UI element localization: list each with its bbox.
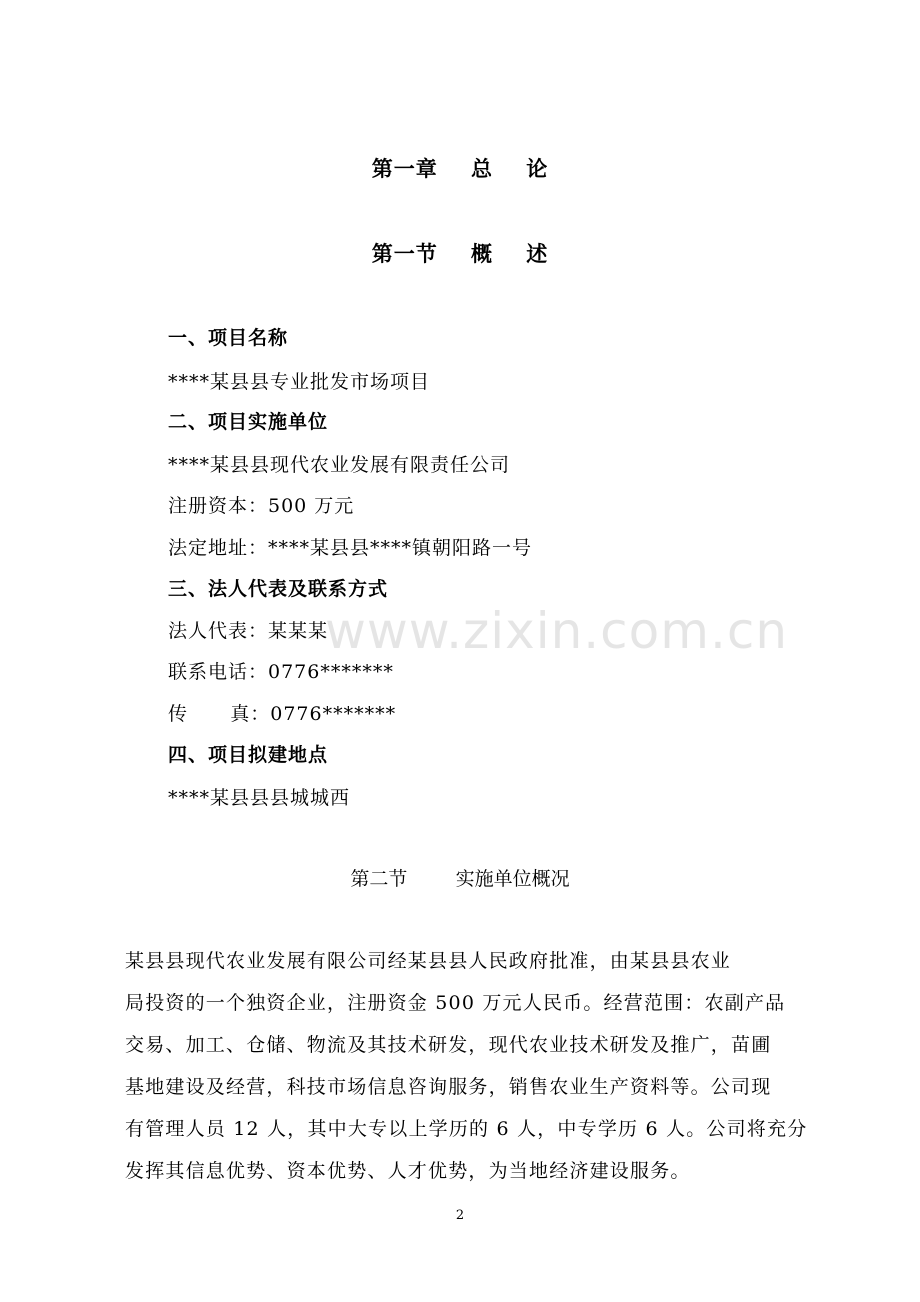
paragraph-line: 某县县现代农业发展有限公司经某县县人民政府批准，由某县县农业 xyxy=(125,950,732,972)
implementing-unit-value: ****某县县现代农业发展有限责任公司 xyxy=(168,454,511,476)
heading-implementing-unit: 二、项目实施单位 xyxy=(168,411,329,433)
project-name-value: ****某县县专业批发市场项目 xyxy=(168,371,431,393)
project-location-value: ****某县县县城城西 xyxy=(168,787,351,809)
registered-capital: 注册资本：500 万元 xyxy=(168,495,355,517)
paragraph-line: 发挥其信息优势、资本优势、人才优势，为当地经济建设服务。 xyxy=(125,1160,691,1182)
section-title-overview: 第一节 概 述 xyxy=(371,241,549,266)
legal-representative: 法人代表：某某某 xyxy=(168,620,329,642)
paragraph-line: 有管理人员 12 人，其中大专以上学历的 6 人，中专学历 6 人。公司将充分 xyxy=(125,1118,808,1140)
fax: 传 真：0776******* xyxy=(168,703,397,725)
paragraph-line: 交易、加工、仓储、物流及其技术研发，现代农业技术研发及推广，苗圃 xyxy=(125,1034,772,1056)
section-title-unit-overview: 第二节 实施单位概况 xyxy=(350,868,570,890)
heading-project-name: 一、项目名称 xyxy=(168,327,289,349)
contact-phone: 联系电话：0776******* xyxy=(168,661,394,683)
legal-address: 法定地址：****某县县****镇朝阳路一号 xyxy=(168,537,533,559)
chapter-title: 第一章 总 论 xyxy=(371,156,549,181)
page-number: 2 xyxy=(455,1208,465,1223)
paragraph-line: 局投资的一个独资企业，注册资金 500 万元人民币。经营范围：农副产品 xyxy=(125,992,786,1014)
paragraph-line: 基地建设及经营，科技市场信息咨询服务，销售农业生产资料等。公司现 xyxy=(125,1076,772,1098)
watermark: www.zixin.com.cn xyxy=(325,602,789,660)
heading-project-location: 四、项目拟建地点 xyxy=(168,744,329,766)
heading-legal-representative: 三、法人代表及联系方式 xyxy=(168,578,389,600)
